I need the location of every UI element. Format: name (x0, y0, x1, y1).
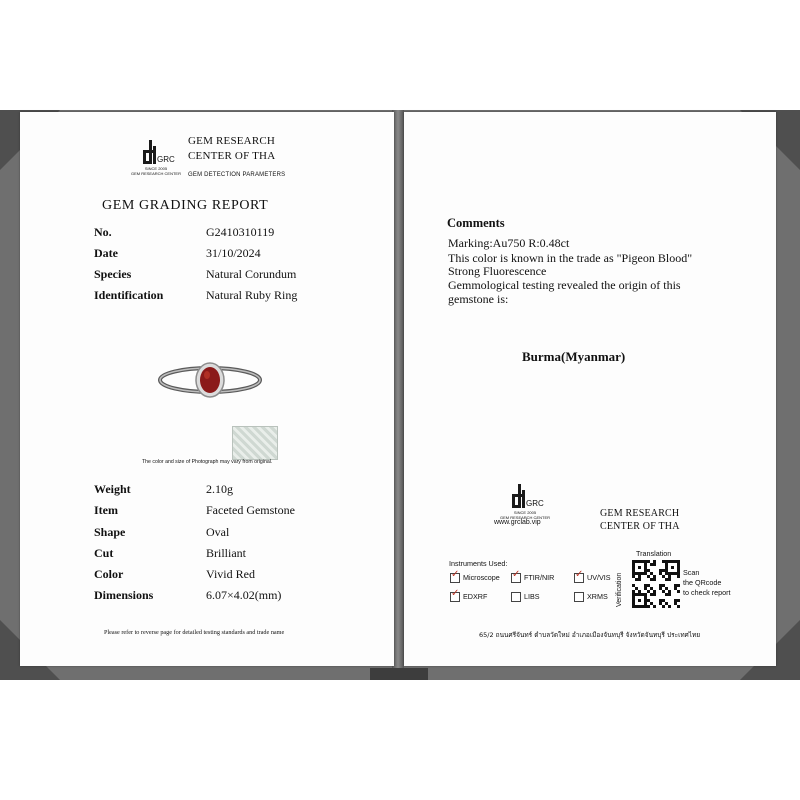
website-link[interactable]: www.grclab.vip (494, 519, 541, 526)
instrument-label: EDXRF (463, 592, 488, 601)
detail-value: 6.07×4.02(mm) (206, 588, 282, 602)
detail-row (94, 288, 374, 304)
check-icon: ✓ (512, 569, 521, 580)
detail-row (94, 525, 374, 541)
grc-logo-mark (512, 484, 544, 510)
detail-row (94, 225, 374, 241)
detail-value: Brilliant (206, 546, 246, 560)
detail-value: G2410310119 (206, 225, 275, 239)
detail-label: No. (94, 225, 112, 239)
grc-logo-text: GRC (526, 499, 544, 508)
translation-label: Translation (636, 549, 672, 558)
qr-module (653, 593, 656, 596)
detail-row (94, 482, 374, 498)
qr-module (668, 605, 671, 608)
detail-label: Weight (94, 482, 131, 496)
check-icon: ✓ (451, 588, 460, 599)
qr-module (677, 575, 680, 578)
verification-qr-code[interactable] (632, 560, 680, 608)
detail-label: Color (94, 567, 124, 581)
detail-row (94, 546, 374, 562)
instruments-label: Instruments Used: (449, 559, 508, 568)
org-name (188, 134, 275, 164)
logo-since: SINCE 2005 (513, 510, 537, 515)
logo-center-name: GEM RESEARCH CENTER (130, 171, 181, 176)
check-icon: ✓ (451, 569, 460, 580)
detail-row (94, 588, 374, 604)
grc-logo (130, 140, 182, 176)
photo-disclaimer: The color and size of Photograph may vary from original. (142, 459, 273, 465)
detail-value: Vivid Red (206, 567, 255, 581)
logo-center-name: GEM RESEARCH CENTER (500, 515, 551, 520)
detail-value: 2.10g (206, 482, 233, 496)
qr-module (677, 590, 680, 593)
detail-label: Date (94, 246, 118, 260)
detail-label: Shape (94, 525, 126, 539)
report-title: GEM GRADING REPORT (102, 198, 269, 213)
reverse-page-note: Please refer to reverse page for detailed testing standards and trade name (104, 629, 285, 636)
detail-row (94, 246, 374, 262)
checkbox (511, 592, 521, 602)
scan-line: to check report (683, 588, 731, 597)
qr-module (668, 578, 671, 581)
detail-label: Dimensions (94, 588, 154, 602)
detail-label: Species (94, 267, 132, 281)
qr-module (638, 599, 641, 602)
scan-line: Scan (683, 568, 700, 577)
detail-label: Identification (94, 288, 164, 302)
detail-row (94, 503, 374, 519)
qr-module (653, 578, 656, 581)
logo-since: SINCE 2005 (144, 166, 168, 171)
qr-module (668, 593, 671, 596)
folder-spine-bottom (370, 668, 428, 680)
detail-row (94, 267, 374, 283)
qr-module (638, 578, 641, 581)
detail-label: Cut (94, 546, 114, 560)
detail-row (94, 567, 374, 583)
detail-value: Natural Ruby Ring (206, 288, 298, 302)
instrument-label: XRMS (587, 592, 608, 601)
instrument-label: Microscope (463, 573, 500, 582)
comments-heading: Comments (447, 216, 505, 230)
qr-module (647, 605, 650, 608)
detail-value: 31/10/2024 (206, 246, 261, 260)
qr-module (653, 563, 656, 566)
comment-line: Gemmological testing revealed the origin of this (448, 278, 681, 292)
org-name-line2: CENTER OF THA (600, 521, 680, 532)
lab-address: 65/2 ถนนศรีจันทร์ ตำบลวัดใหม่ อำเภอเมืองจันทบุรี จังหวัดจันทบุรี ประเทศไทย (479, 631, 701, 639)
comment-line: Strong Fluorescence (448, 264, 547, 278)
instrument-label: UV/VIS (587, 573, 611, 582)
hologram-seal (232, 426, 278, 460)
detail-value: Faceted Gemstone (206, 503, 295, 517)
grc-logo-text: GRC (157, 155, 175, 164)
qr-module (653, 605, 656, 608)
checkbox (574, 592, 584, 602)
comment-line: This color is known in the trade as "Pigeon Blood" (448, 251, 693, 265)
qr-module (662, 605, 665, 608)
qr-module (638, 566, 641, 569)
org-subtitle: GEM DETECTION PARAMETERS (188, 172, 286, 178)
org-name (600, 507, 680, 533)
detail-value: Oval (206, 525, 230, 539)
org-name-line2: CENTER OF THA (188, 150, 276, 162)
verification-label: Verification (616, 572, 623, 607)
org-name-line1: GEM RESEARCH (188, 135, 276, 147)
ruby-ring-photo (150, 336, 270, 426)
origin-result: Burma(Myanmar) (522, 349, 626, 364)
scan-instructions (683, 568, 731, 598)
comment-line: gemstone is: (448, 292, 509, 306)
scan-line: the QRcode (683, 578, 722, 587)
qr-module (671, 566, 674, 569)
detail-label: Item (94, 503, 118, 517)
comment-line: Marking:Au750 R:0.48ct (448, 236, 570, 250)
qr-module (677, 605, 680, 608)
org-name-line1: GEM RESEARCH (600, 508, 680, 519)
instrument-label: LIBS (524, 592, 540, 601)
instrument-label: FTIR/NIR (524, 573, 555, 582)
detail-value: Natural Corundum (206, 267, 297, 281)
check-icon: ✓ (575, 569, 584, 580)
qr-module (677, 584, 680, 587)
grc-logo (500, 484, 550, 520)
qr-module (677, 599, 680, 602)
grc-logo-mark (143, 140, 175, 166)
